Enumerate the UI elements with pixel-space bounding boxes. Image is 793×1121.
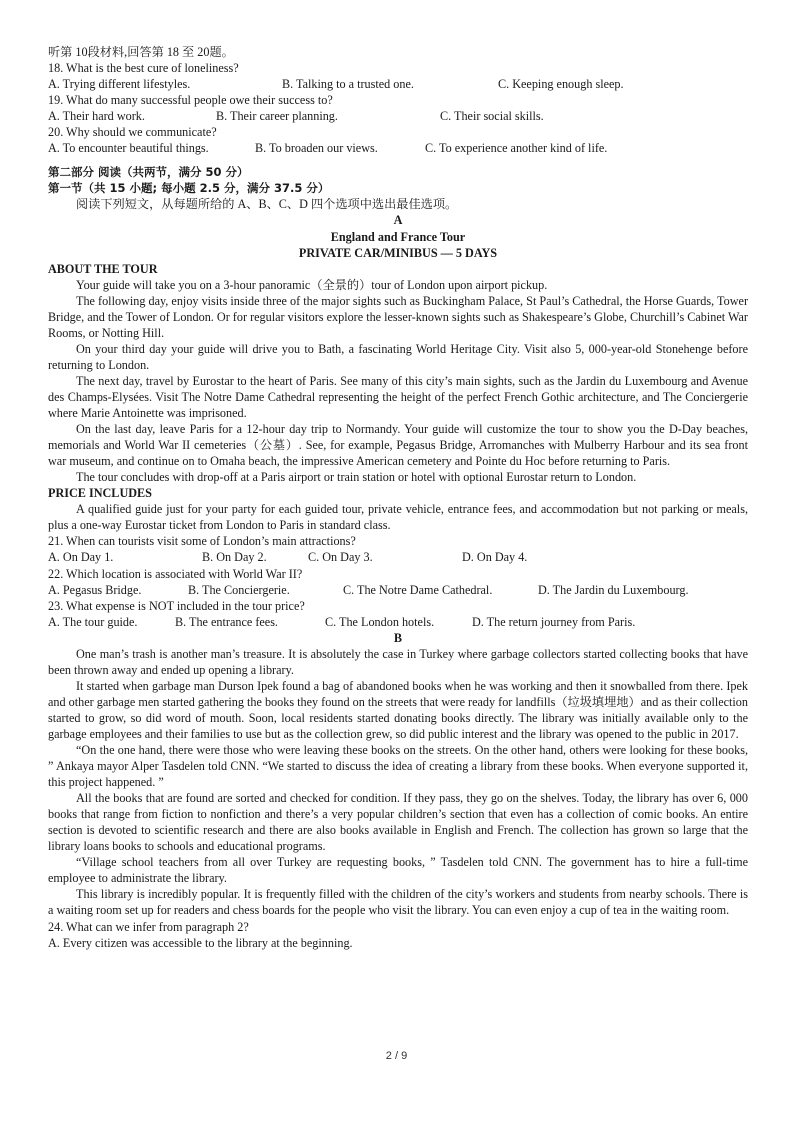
- question-21: 21. When can tourists visit some of London’s main attractions?: [48, 534, 356, 549]
- option-b: B. On Day 2.: [202, 550, 267, 565]
- option-a: A. Trying different lifestyles.: [48, 77, 191, 92]
- exam-page: [48, 44, 748, 951]
- question-22: 22. Which location is associated with World War II?: [48, 566, 303, 581]
- option-d: D. The Jardin du Luxembourg.: [538, 582, 689, 597]
- question-23: 23. What expense is NOT included in the tour price?: [48, 598, 305, 613]
- option-c: C. To experience another kind of life.: [425, 141, 608, 156]
- question-19: 19. What do many successful people owe their success to?: [48, 93, 333, 108]
- paragraph: It started when garbage man Durson Ipek found a bag of abandoned books when he was working and then it snowballed from there. Ipek and other garbage men started gathering the books they found on the streets that were ready for landfills（垃圾填埋地）and as their collection started to grow, so did word of mouth. Soon, local residents started donating books directly. The library was initially available only to the garbage employees and their families to use but as the collection grew, so did public interest and the library was opened to the public in 2017.: [48, 678, 748, 741]
- passage-b-label: B: [393, 630, 403, 645]
- option-a: A. To encounter beautiful things.: [48, 141, 209, 156]
- option-a: A. Pegasus Bridge.: [48, 582, 142, 597]
- reading-instruction: 阅读下列短文，从每题所给的 A、B、C、D 四个选项中选出最佳选项。: [76, 197, 458, 212]
- question-22-options: [48, 582, 748, 598]
- option-b: B. Their career planning.: [216, 109, 338, 124]
- paragraph: “On the one hand, there were those who were leaving these books on the streets. On the other hand, others were looking for these books, ” Ankaya mayor Alper Tasdelen told CNN. “We started to discuss the idea of creating a library from these books. When everyone supported it, this project happened. ”: [48, 743, 748, 790]
- question-23-options: [48, 614, 748, 630]
- paragraph: “Village school teachers from all over Turkey are requesting books, ” Tasdelen told CNN. The government has to hire a full-time employee to administrate the library.: [48, 855, 748, 886]
- passage-a-title: England and France Tour: [330, 229, 466, 244]
- paragraph: The following day, enjoy visits inside three of the major sights such as Buckingham Palace, St Paul’s Cathedral, the Horse Guards, Tower Bridge, and the Tower of London. Or for regular visitors explore the lesser-known sights such as Shakespeare’s Globe, Churchill’s Cabinet War Rooms, or Notting Hill.: [48, 293, 748, 340]
- paragraph: All the books that are found are sorted and checked for condition. If they pass, they go on the shelves. Today, the library has over 6, 000 books that range from fiction to nonfiction and there’s a very popular children’s section that even has a collection of comic books. An entire section is devoted to scientific research and there are also books available in English and French. The collection has grown so large that the library loans books to schools and educational programs.: [48, 791, 748, 854]
- option-c: C. Their social skills.: [440, 109, 544, 124]
- option-d: D. The return journey from Paris.: [472, 614, 636, 629]
- paragraph: One man’s trash is another man’s treasure. It is absolutely the case in Turkey where garbage collectors started collecting books that have been thrown away and ended up opening a library.: [48, 646, 748, 677]
- question-20: 20. Why should we communicate?: [48, 125, 217, 140]
- paragraph: The next day, travel by Eurostar to the heart of Paris. See many of this city’s main sights, such as the Jardin du Luxembourg and Avenue des Champs-Elysées. Visit The Notre Dame Cathedral representing the height of the perfect French Gothic architecture, and The Conciergerie where Marie Antoinette was imprisoned.: [48, 373, 748, 421]
- paragraph: On your third day your guide will drive you to Bath, a fascinating World Heritage City. Visit also 5, 000-year-old Stonehenge before returning to London.: [48, 341, 748, 372]
- question-20-options: [48, 140, 748, 156]
- page-number: 2 / 9: [385, 1050, 408, 1062]
- question-21-options: [48, 549, 748, 565]
- paragraph: Your guide will take you on a 3-hour panoramic（全景的）tour of London upon airport pickup.: [76, 277, 548, 292]
- option-a: A. Their hard work.: [48, 109, 145, 124]
- section-title: 第一节（共 15 小题; 每小题 2.5 分，满分 37.5 分）: [48, 181, 330, 196]
- option-a: A. On Day 1.: [48, 550, 114, 565]
- listening-instruction: 听第 10段材料,回答第 18 至 20题。: [48, 45, 234, 59]
- paragraph: The tour concludes with drop-off at a Paris airport or train station or hotel with optional Eurostar return to London.: [76, 470, 637, 485]
- option-c: C. The London hotels.: [325, 614, 435, 629]
- passage-a-subtitle: PRIVATE CAR/MINIBUS — 5 DAYS: [298, 245, 498, 260]
- price-includes-heading: PRICE INCLUDES: [48, 486, 152, 501]
- option-c: C. On Day 3.: [308, 550, 373, 565]
- question-19-options: [48, 108, 748, 124]
- paragraph: A qualified guide just for your party for each guided tour, private vehicle, entrance fees, and accommodation but not parking or meals, plus a one-way Eurostar ticket from London to Paris in standard class.: [48, 502, 748, 533]
- option-b: B. The Conciergerie.: [188, 582, 290, 597]
- question-18-options: [48, 76, 748, 92]
- paragraph: This library is incredibly popular. It is frequently filled with the children of the city’s workers and students from nearby schools. There is a waiting room set up for readers and chess boards for the people who visit the library. You can even enjoy a cup of tea in the waiting room.: [48, 887, 748, 918]
- question-24: 24. What can we infer from paragraph 2?: [48, 919, 249, 934]
- option-b: B. The entrance fees.: [175, 614, 278, 629]
- option-a: A. The tour guide.: [48, 614, 138, 629]
- option-c: C. Keeping enough sleep.: [498, 77, 624, 92]
- paragraph: On the last day, leave Paris for a 12-hour day trip to Normandy. Your guide will customize the tour to show you the D-Day beaches, memorials and World War II cemeteries（公墓）. See, for example, Pegasus Bridge, Arromanches with Mulberry Harbour and its sea front war museum, and continue on to Omaha beach, the impressive American cemetery and Pointe du Hoc before returning to Paris.: [48, 422, 748, 469]
- option-b: B. To broaden our views.: [255, 141, 378, 156]
- option-c: C. The Notre Dame Cathedral.: [343, 582, 493, 597]
- option-d: D. On Day 4.: [462, 550, 528, 565]
- about-tour-heading: ABOUT THE TOUR: [48, 261, 158, 276]
- option-b: B. Talking to a trusted one.: [282, 77, 414, 92]
- question-18: 18. What is the best cure of loneliness?: [48, 61, 239, 76]
- passage-a-label: A: [393, 213, 403, 228]
- option-a: A. Every citizen was accessible to the library at the beginning.: [48, 935, 353, 950]
- part-title: 第二部分 阅读（共两节，满分 50 分）: [48, 165, 249, 180]
